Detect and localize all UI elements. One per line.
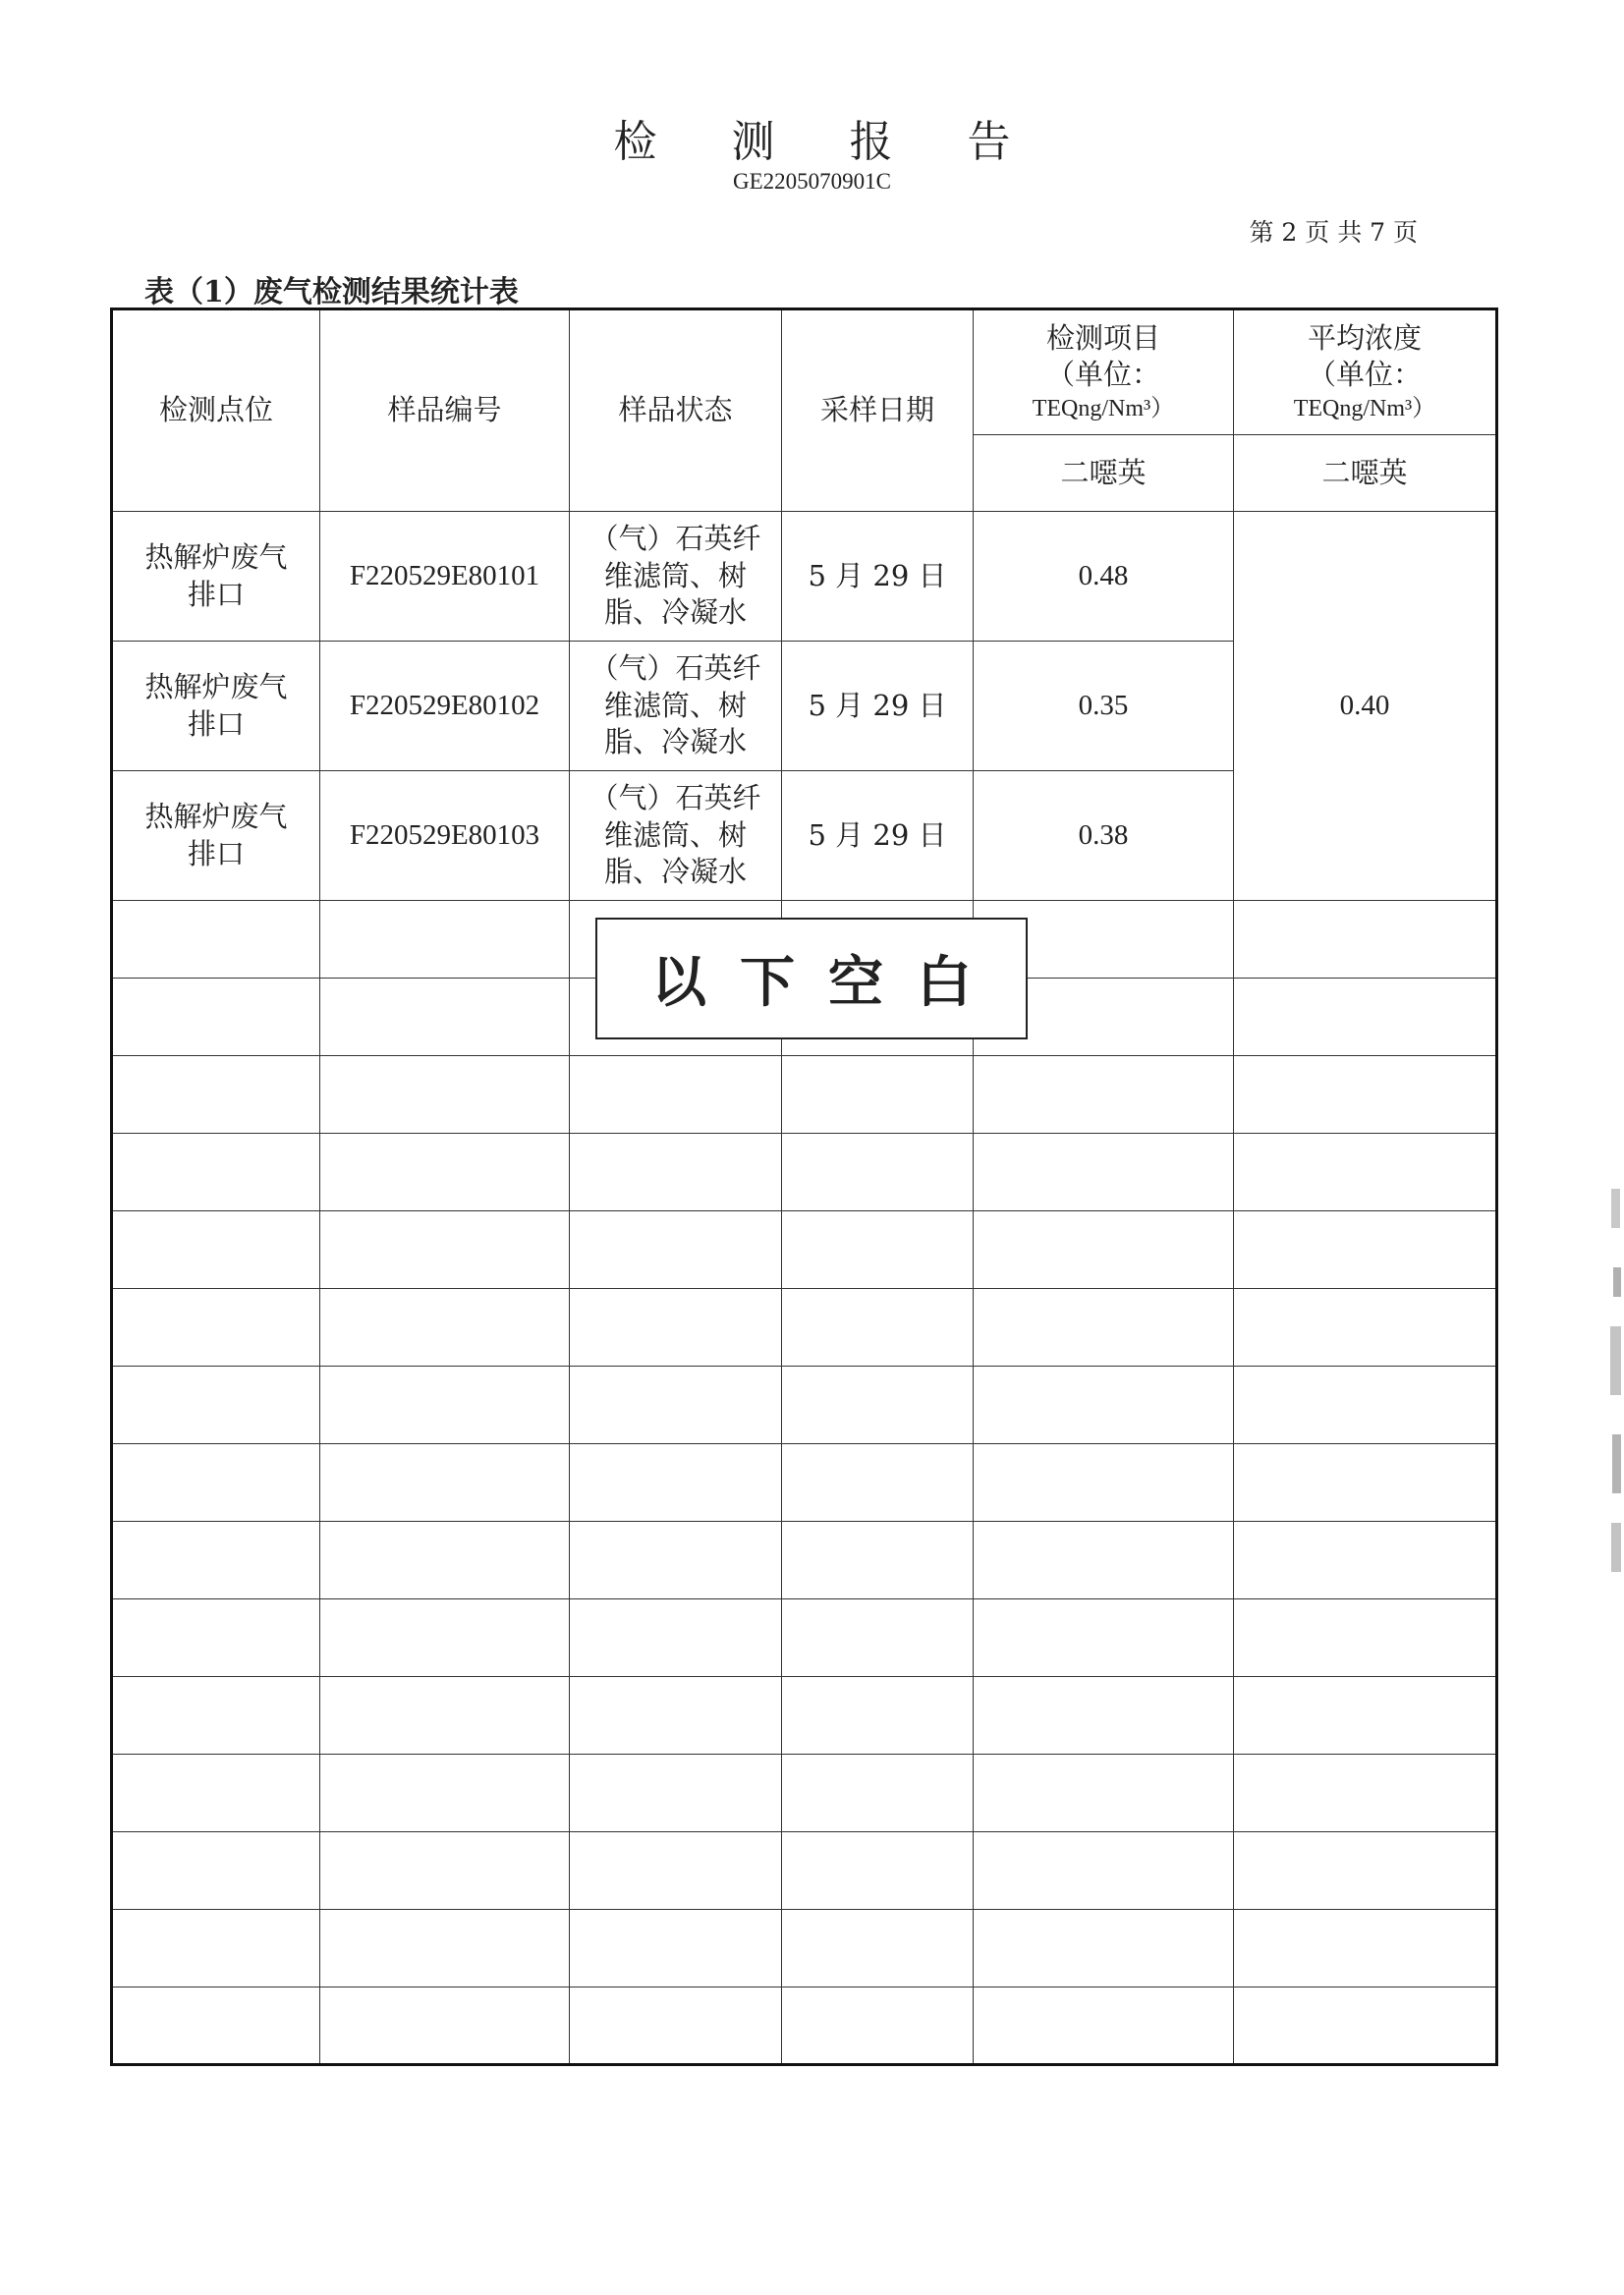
state-line: 维滤筒、树 bbox=[603, 558, 747, 592]
report-number: GE2205070901C bbox=[733, 169, 891, 194]
blank-cell bbox=[112, 1444, 320, 1522]
col-header-item bbox=[974, 309, 1234, 435]
col-subheader-item: 二噁英 bbox=[974, 435, 1234, 512]
blank-cell bbox=[112, 1367, 320, 1444]
blank-cell bbox=[320, 1832, 570, 1910]
blank-cell bbox=[112, 1677, 320, 1755]
blank-cell bbox=[570, 1832, 782, 1910]
cell-sample-id: F220529E80101 bbox=[320, 512, 570, 642]
blank-cell bbox=[320, 1522, 570, 1599]
cell-point bbox=[112, 642, 320, 771]
blank-cell bbox=[112, 1289, 320, 1367]
blank-cell bbox=[1234, 1910, 1497, 1987]
blank-row bbox=[112, 1289, 1497, 1367]
blank-cell bbox=[320, 1289, 570, 1367]
results-table bbox=[110, 308, 1498, 2066]
blank-cell bbox=[570, 1755, 782, 1832]
cell-date: 5 月 29 日 bbox=[782, 512, 974, 642]
blank-cell bbox=[974, 1211, 1234, 1289]
state-line: （气）石英纤 bbox=[589, 780, 761, 814]
blank-cell bbox=[782, 1056, 974, 1134]
blank-cell bbox=[320, 1910, 570, 1987]
blank-cell bbox=[570, 1677, 782, 1755]
blank-cell bbox=[112, 1211, 320, 1289]
blank-cell bbox=[570, 1910, 782, 1987]
cell-point bbox=[112, 512, 320, 642]
blank-cell bbox=[782, 1755, 974, 1832]
cell-point bbox=[112, 771, 320, 901]
blank-cell bbox=[112, 1832, 320, 1910]
blank-cell bbox=[974, 1444, 1234, 1522]
header-row bbox=[112, 309, 1497, 435]
blank-cell bbox=[1234, 1211, 1497, 1289]
blank-cell bbox=[320, 1211, 570, 1289]
blank-cell bbox=[570, 1987, 782, 2065]
blank-cell bbox=[974, 1755, 1234, 1832]
blank-row bbox=[112, 1599, 1497, 1677]
blank-cell bbox=[320, 1134, 570, 1211]
blank-row bbox=[112, 1056, 1497, 1134]
blank-cell bbox=[320, 1677, 570, 1755]
blank-cell bbox=[1234, 1134, 1497, 1211]
report-title bbox=[0, 106, 1624, 169]
blank-cell bbox=[1234, 1599, 1497, 1677]
blank-cell bbox=[782, 1367, 974, 1444]
blank-row bbox=[112, 1677, 1497, 1755]
blank-cell bbox=[1234, 1832, 1497, 1910]
point-line: 热解炉废气 bbox=[144, 669, 288, 703]
blank-cell bbox=[782, 1444, 974, 1522]
blank-row bbox=[112, 1444, 1497, 1522]
blank-cell bbox=[1234, 979, 1497, 1056]
blank-cell bbox=[320, 1444, 570, 1522]
state-line: 维滤筒、树 bbox=[603, 688, 747, 722]
blank-cell bbox=[974, 1134, 1234, 1211]
blank-cell bbox=[1234, 1522, 1497, 1599]
cell-value: 0.48 bbox=[974, 512, 1234, 642]
blank-cell bbox=[1234, 1987, 1497, 2065]
state-line: （气）石英纤 bbox=[589, 650, 761, 685]
blank-cell bbox=[320, 1599, 570, 1677]
report-title-char: 告 bbox=[967, 117, 1011, 167]
blank-cell bbox=[782, 1987, 974, 2065]
blank-cell bbox=[1234, 1677, 1497, 1755]
item-unit-open: （单位： bbox=[1045, 358, 1160, 392]
cell-sample-state bbox=[570, 771, 782, 901]
blank-row bbox=[112, 1211, 1497, 1289]
blank-cell bbox=[320, 1987, 570, 2065]
report-title-char: 测 bbox=[731, 117, 775, 167]
blank-cell bbox=[112, 979, 320, 1056]
blank-cell bbox=[570, 1522, 782, 1599]
blank-cell bbox=[570, 1134, 782, 1211]
col-header-average bbox=[1234, 309, 1497, 435]
seal-edge-mark bbox=[1607, 1179, 1624, 1592]
blank-below-stamp: 以下空白 bbox=[595, 918, 1028, 1039]
blank-cell bbox=[782, 1211, 974, 1289]
blank-row bbox=[112, 1367, 1497, 1444]
blank-cell bbox=[320, 1367, 570, 1444]
cell-date: 5 月 29 日 bbox=[782, 642, 974, 771]
blank-cell bbox=[112, 1134, 320, 1211]
blank-cell bbox=[570, 1444, 782, 1522]
blank-row bbox=[112, 1832, 1497, 1910]
blank-cell bbox=[782, 1910, 974, 1987]
state-line: 脂、冷凝水 bbox=[603, 855, 747, 889]
blank-cell bbox=[112, 1755, 320, 1832]
cell-sample-state bbox=[570, 642, 782, 771]
blank-cell bbox=[112, 901, 320, 979]
cell-sample-state bbox=[570, 512, 782, 642]
blank-cell bbox=[974, 1987, 1234, 2065]
state-line: 脂、冷凝水 bbox=[603, 595, 747, 630]
cell-sample-id: F220529E80102 bbox=[320, 642, 570, 771]
point-line: 热解炉废气 bbox=[144, 799, 288, 833]
blank-cell bbox=[974, 1832, 1234, 1910]
blank-row bbox=[112, 1987, 1497, 2065]
avg-unit: TEQng/Nm³） bbox=[1293, 396, 1436, 422]
point-line: 排口 bbox=[187, 836, 245, 870]
cell-value: 0.38 bbox=[974, 771, 1234, 901]
blank-cell bbox=[112, 1522, 320, 1599]
cell-sample-id: F220529E80103 bbox=[320, 771, 570, 901]
blank-cell bbox=[112, 1987, 320, 2065]
blank-cell bbox=[782, 1677, 974, 1755]
avg-unit-open: （单位： bbox=[1307, 358, 1422, 392]
blank-cell bbox=[1234, 1755, 1497, 1832]
col-header-point: 检测点位 bbox=[112, 309, 320, 512]
blank-cell bbox=[1234, 1444, 1497, 1522]
blank-cell bbox=[782, 1599, 974, 1677]
blank-cell bbox=[782, 1289, 974, 1367]
blank-cell bbox=[782, 1522, 974, 1599]
blank-cell bbox=[974, 1056, 1234, 1134]
blank-row bbox=[112, 1910, 1497, 1987]
table-row bbox=[112, 512, 1497, 642]
blank-cell bbox=[1234, 1367, 1497, 1444]
col-header-sample-id: 样品编号 bbox=[320, 309, 570, 512]
blank-cell bbox=[112, 1910, 320, 1987]
point-line: 热解炉废气 bbox=[144, 539, 288, 574]
blank-cell bbox=[1234, 901, 1497, 979]
blank-row bbox=[112, 1522, 1497, 1599]
blank-row bbox=[112, 1134, 1497, 1211]
blank-cell bbox=[974, 1522, 1234, 1599]
cell-average: 0.40 bbox=[1234, 512, 1497, 901]
point-line: 排口 bbox=[187, 706, 245, 741]
blank-cell bbox=[320, 901, 570, 979]
blank-cell bbox=[570, 1211, 782, 1289]
col-header-sample-state: 样品状态 bbox=[570, 309, 782, 512]
blank-cell bbox=[570, 1056, 782, 1134]
blank-cell bbox=[570, 1367, 782, 1444]
blank-cell bbox=[974, 1289, 1234, 1367]
page-indicator: 第 2 页 共 7 页 bbox=[1249, 218, 1418, 247]
blank-cell bbox=[112, 1599, 320, 1677]
blank-row bbox=[112, 1755, 1497, 1832]
blank-cell bbox=[112, 1056, 320, 1134]
blank-cell bbox=[974, 1677, 1234, 1755]
col-header-date: 采样日期 bbox=[782, 309, 974, 512]
state-line: 维滤筒、树 bbox=[603, 817, 747, 852]
state-line: （气）石英纤 bbox=[589, 521, 761, 555]
blank-cell bbox=[782, 1134, 974, 1211]
blank-cell bbox=[570, 1289, 782, 1367]
col-subheader-average: 二噁英 bbox=[1234, 435, 1497, 512]
report-title-char: 报 bbox=[849, 117, 893, 167]
blank-cell bbox=[320, 1056, 570, 1134]
point-line: 排口 bbox=[187, 577, 245, 611]
blank-cell bbox=[320, 1755, 570, 1832]
blank-cell bbox=[320, 979, 570, 1056]
blank-cell bbox=[974, 1367, 1234, 1444]
table-caption: 表（1）废气检测结果统计表 bbox=[144, 275, 519, 309]
blank-cell bbox=[782, 1832, 974, 1910]
blank-cell bbox=[1234, 1056, 1497, 1134]
blank-cell bbox=[570, 1599, 782, 1677]
blank-cell bbox=[974, 1599, 1234, 1677]
blank-cell bbox=[974, 1910, 1234, 1987]
item-title: 检测项目 bbox=[1045, 320, 1160, 355]
item-unit: TEQng/Nm³） bbox=[1032, 396, 1175, 422]
avg-title: 平均浓度 bbox=[1307, 320, 1422, 355]
cell-date: 5 月 29 日 bbox=[782, 771, 974, 901]
state-line: 脂、冷凝水 bbox=[603, 725, 747, 759]
cell-value: 0.35 bbox=[974, 642, 1234, 771]
report-title-char: 检 bbox=[613, 117, 657, 167]
blank-cell bbox=[1234, 1289, 1497, 1367]
